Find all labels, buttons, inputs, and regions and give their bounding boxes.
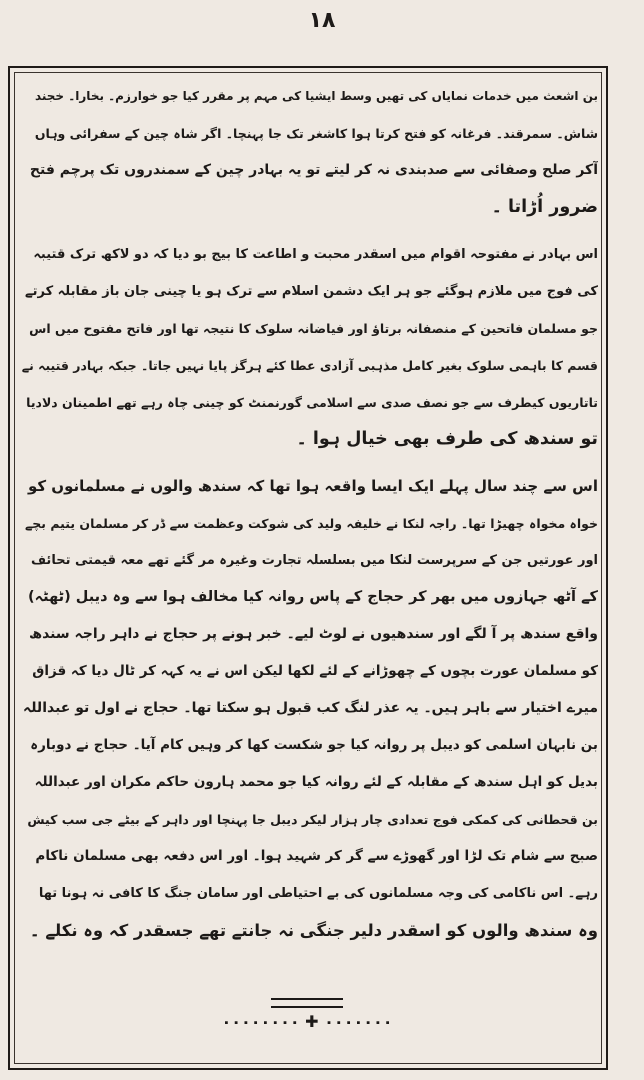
text-line: تاتاریوں کیطرف سے جو نصف صدی سے اسلامی گورنمنٹ کو چینی چاہ رہے تھے اطمینان دلادیا: [26, 395, 598, 410]
text-line: آکر صلح وصفائی سے صدبندی نہ کر لیتے تو یہ بہادر چین کے سمندروں تک پرچم فتح: [29, 162, 598, 178]
text-line: بن قحطانی کی کمکی فوج تعدادی چار ہزار لیکر دیبل جا پہنچا اور داہر کے بیٹے جی سب کیش: [27, 812, 598, 827]
text-line: کے آٹھ جہازوں میں بھر کر حجاج کے پاس روانہ کیا مخالف ہوا سے وہ دیبل (ٹھٹہ): [28, 589, 598, 605]
text-line: بدیل کو اہل سندھ کے مقابلہ کے لئے روانہ کیا جو محمد ہارون حاکم مکران اور عبداللہ: [34, 774, 598, 790]
text-line: اور عورتیں جن کے سرپرست لنکا میں بسلسلہ تجارت وغیرہ مر گئے تھے معہ قیمتی تحائف: [30, 553, 598, 568]
text-line: اس سے چند سال پہلے ایک ایسا واقعہ ہوا تھا کہ سندھ والوں نے مسلمانوں کو: [27, 477, 598, 495]
text-line: شاش۔ سمرقند۔ فرغانہ کو فتح کرتا ہوا کاشغر تک جا پہنچا۔ اگر شاہ چین کے سفرائی وہاں: [34, 126, 598, 141]
paragraph-3: [20, 468, 598, 949]
text-line: صبح سے شام تک لڑا اور گھوڑے سے گر کر شہید ہوا۔ اور اس دفعہ بھی مسلمان ناکام: [35, 848, 598, 864]
text-line: قسم کا باہمی سلوک بغیر کامل مذہبی آزادی عطا کئے ہرگز پایا نہیں جاتا۔ جبکہ بہادر قتیبہ نے: [21, 358, 598, 373]
text-line: اس بہادر نے مفتوحہ اقوام میں اسقدر محبت و اطاعت کا بیج بو دیا کہ دو لاکھ ترک قتیبہ: [33, 247, 598, 262]
text-line: کو مسلمان عورت بچوں کے چھوڑانے کے لئے لکھا لیکن اس نے یہ کہہ کر ٹال دیا کہ قزاق: [32, 663, 598, 679]
page-number: ۱۸: [308, 8, 336, 33]
text-line: بن اشعث میں خدمات نمایاں کی تھیں وسط ایشیا کی مہم پر مقرر کیا جو خوارزم۔ بخارا۔ خجند: [34, 89, 598, 103]
text-line: تو سندھ کی طرف بھی خیال ہوا ۔: [296, 429, 598, 449]
text-line: کی فوج میں ملازم ہوگئے جو ہر ایک دشمن اسلام سے ترک ہو یا چینی جان باز مقابلہ کرتے: [24, 284, 598, 299]
ornament-dots: ۰۰۰۰۰۰۰۰ ✚ ۰۰۰۰۰۰۰: [221, 1012, 393, 1031]
text-line: ضرور اُڑاتا ۔: [491, 197, 598, 217]
text-line: میرے اختیار سے باہر ہیں۔ یہ عذر لنگ کب قبول ہو سکتا تھا۔ حجاج نے اول تو عبداللہ: [23, 700, 598, 716]
text-line: واقع سندھ پر آ لگے اور سندھیوں نے لوٹ لیے۔ خبر ہونے پر حجاج نے داہر راجہ سندھ: [28, 626, 598, 642]
paragraph-2: [20, 236, 598, 458]
body-text: [20, 78, 598, 959]
paragraph-1: [20, 78, 598, 226]
text-line: رہے۔ اس ناکامی کی وجہ مسلمانوں کی بے احتیاطی اور سامان جنگ کا کافی نہ ہونا تھا: [38, 886, 598, 901]
text-line: وہ سندھ والوں کو اسقدر دلیر جنگی نہ جانتے تھے جسقدر کہ وہ نکلے ۔: [29, 921, 598, 940]
text-line: بن نابہان اسلمی کو دیبل پر روانہ کیا جو شکست کھا کر وہیں کام آیا۔ حجاج نے دوبارہ: [30, 737, 598, 753]
divider-rule: [0, 993, 614, 1012]
text-line: جو مسلمان فاتحین کے منصفانہ برتاؤ اور فیاضانہ سلوک کا نتیجہ تھا اور فاتح مفتوح میں اس: [29, 321, 598, 336]
text-line: خواہ مخواہ چھیڑا تھا۔ راجہ لنکا نے خلیفہ ولید کی شوکت وعظمت سے ڈر کر مسلمان یتیم بچے: [24, 516, 598, 531]
